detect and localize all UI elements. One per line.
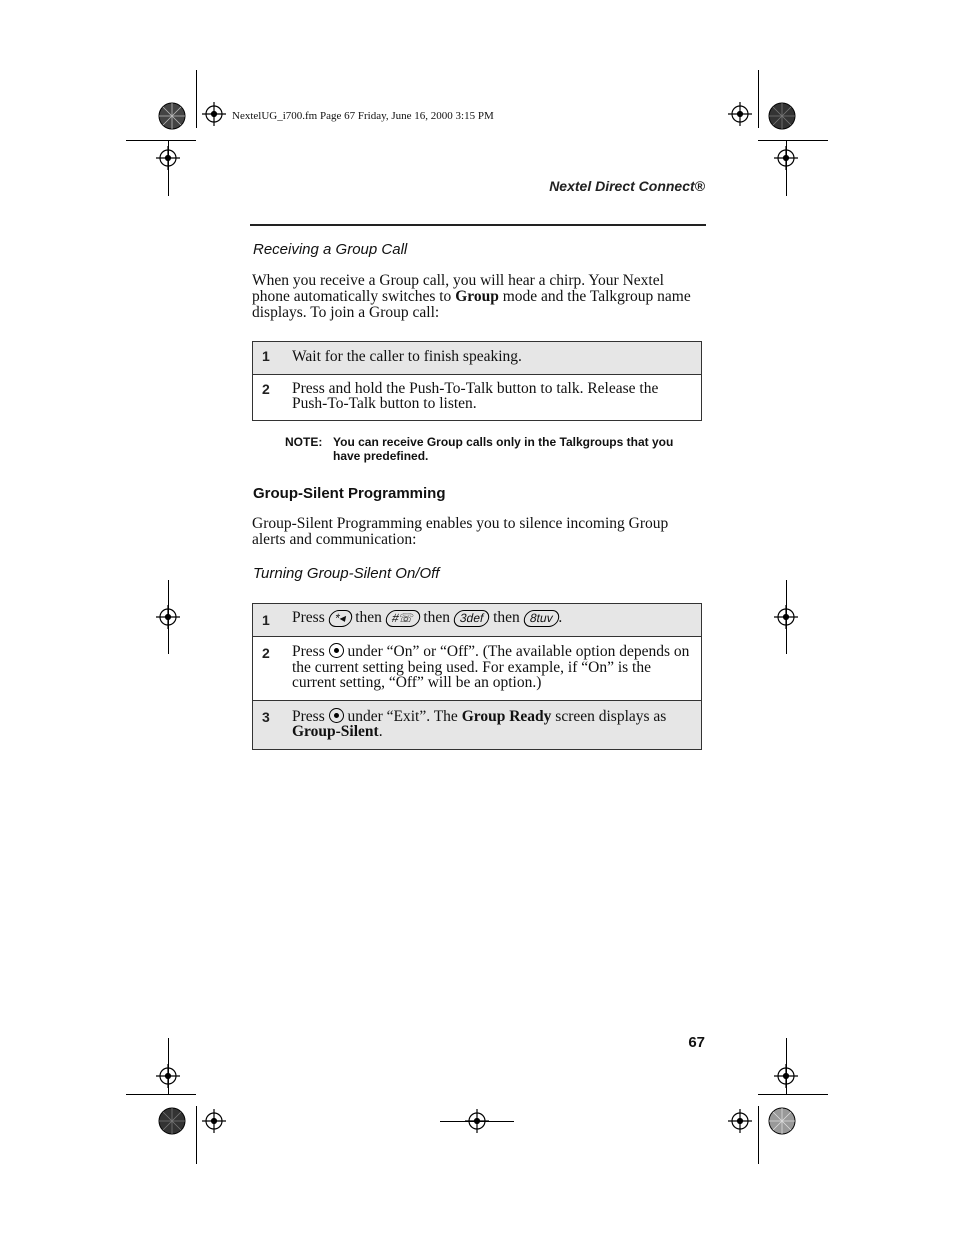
table-row bbox=[253, 637, 702, 701]
step-number: 3 bbox=[253, 700, 293, 749]
color-wheel-icon bbox=[158, 1107, 186, 1135]
note-text: You can receive Group calls only in the Talkgroups that you have predefined. bbox=[333, 435, 674, 463]
center-select-key-icon bbox=[329, 708, 344, 723]
section-title: Turning Group-Silent On/Off bbox=[253, 565, 440, 582]
three-key-icon: 3def bbox=[452, 610, 491, 627]
center-select-key-icon bbox=[329, 643, 344, 658]
color-wheel-icon bbox=[768, 1107, 796, 1135]
paragraph: When you receive a Group call, you will hear a chirp. Your Nextel phone automatically switches to Group mode and the Talkgroup name displays. To join a Group call: bbox=[252, 272, 691, 321]
eight-key-icon: 8tuv bbox=[522, 610, 560, 627]
section-heading: Group-Silent Programming bbox=[253, 485, 446, 502]
step-text: Press under “Exit”. The Group Ready screen displays as Group-Silent. bbox=[292, 700, 702, 749]
table-row bbox=[253, 604, 702, 637]
pound-key-icon: #☏ bbox=[384, 610, 421, 627]
color-wheel-icon bbox=[768, 102, 796, 130]
section-title: Receiving a Group Call bbox=[253, 241, 408, 258]
file-info: NextelUG_i700.fm Page 67 Friday, June 16, 2000 3:15 PM bbox=[232, 110, 494, 122]
step-text: Press *◂ then #☏ then 3def then 8tuv . bbox=[292, 604, 702, 637]
page-number: 67 bbox=[688, 1034, 705, 1051]
step-text: Wait for the caller to finish speaking. bbox=[292, 342, 702, 375]
running-header: Nextel Direct Connect® bbox=[549, 178, 705, 194]
step-number: 1 bbox=[253, 604, 293, 637]
step-text: Press under “On” or “Off”. (The available option depends on the current setting being used. For example, if “On” is the current setting, “Off” will be an option.) bbox=[292, 637, 702, 701]
step-number: 2 bbox=[253, 637, 293, 701]
step-number: 1 bbox=[253, 342, 293, 375]
steps-table bbox=[252, 341, 702, 421]
note-label: NOTE: bbox=[285, 435, 323, 449]
steps-table bbox=[252, 603, 702, 750]
paragraph: Group-Silent Programming enables you to silence incoming Group alerts and communication: bbox=[252, 515, 669, 548]
header-rule bbox=[250, 224, 706, 226]
table-row bbox=[253, 374, 702, 420]
color-wheel-icon bbox=[158, 102, 186, 130]
table-row bbox=[253, 342, 702, 375]
table-row bbox=[253, 700, 702, 749]
star-key-icon: *◂ bbox=[327, 610, 353, 627]
step-text: Press and hold the Push-To-Talk button to talk. Release the Push-To-Talk button to listen. bbox=[292, 374, 702, 420]
step-number: 2 bbox=[253, 374, 293, 420]
